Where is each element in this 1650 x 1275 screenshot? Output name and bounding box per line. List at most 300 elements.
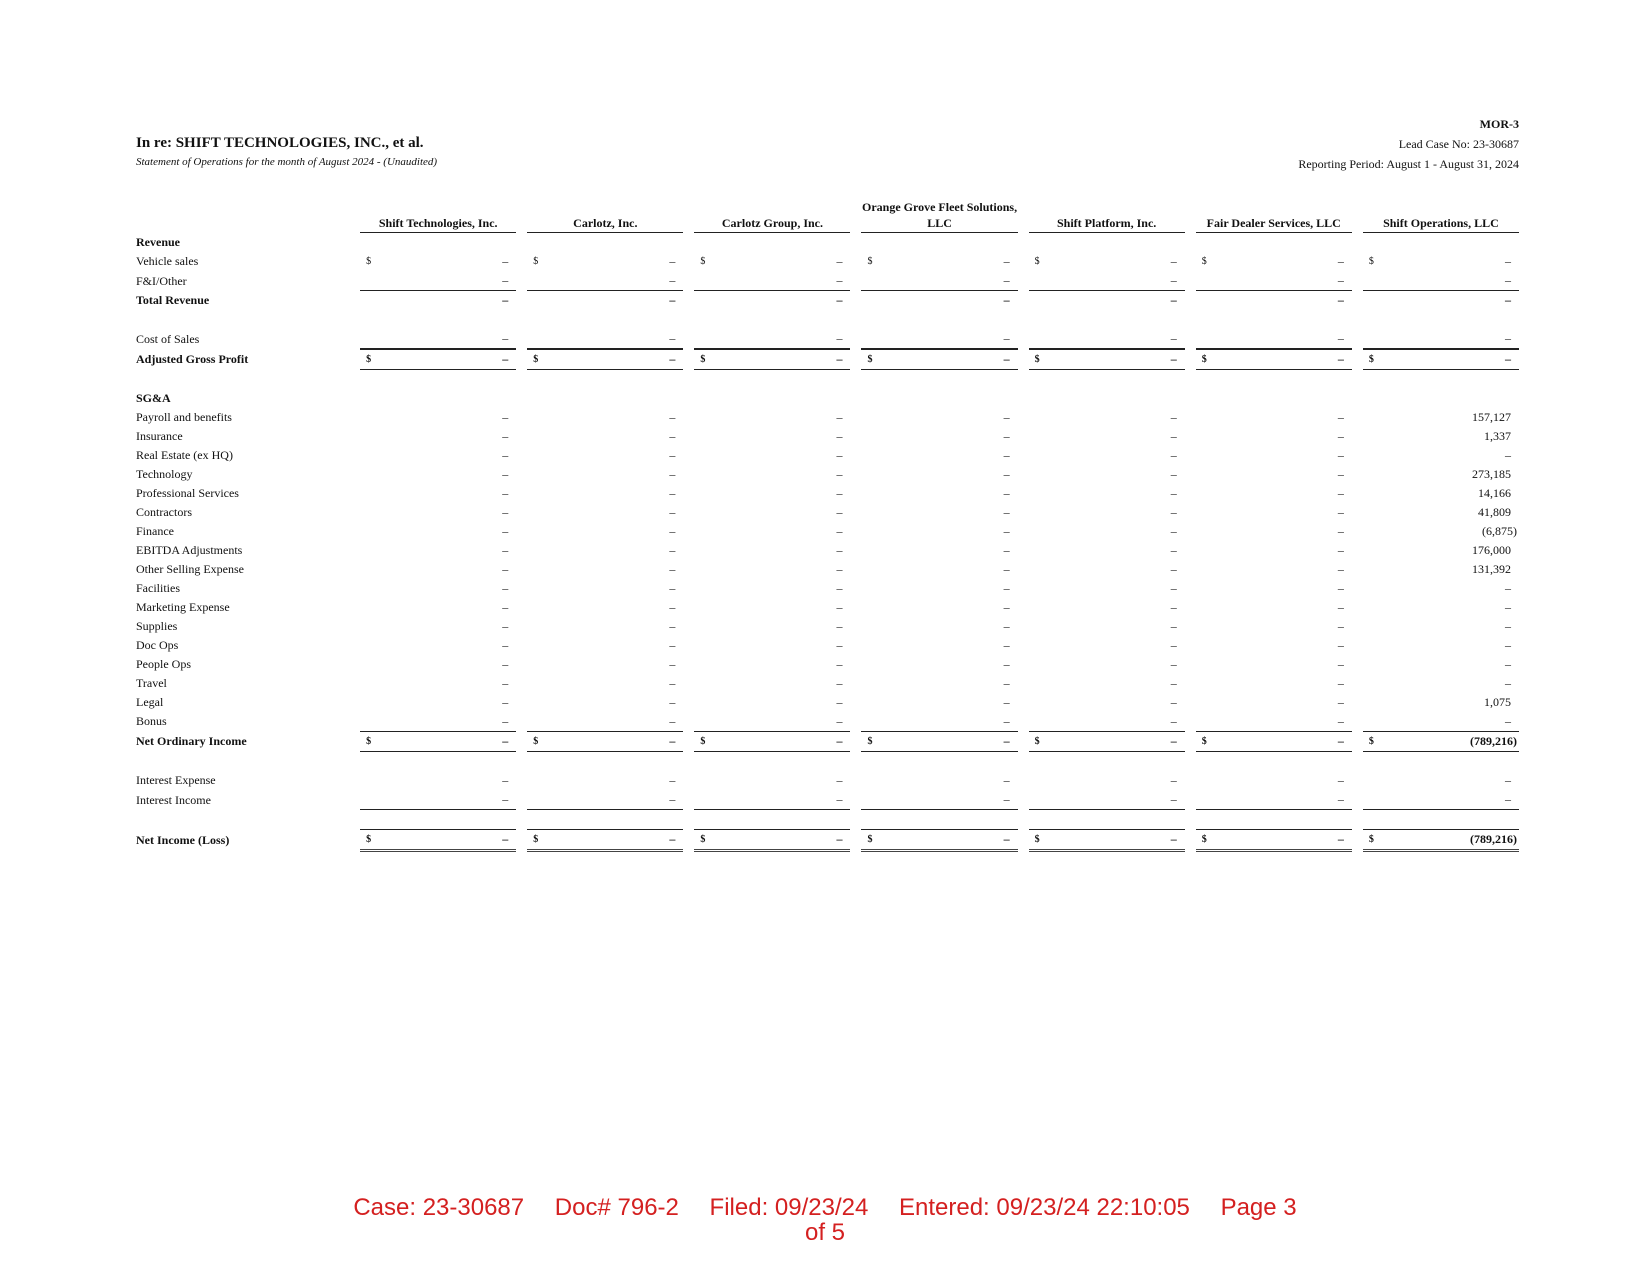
value-cell xyxy=(1029,771,1185,790)
value-cell xyxy=(527,484,683,503)
column-gap xyxy=(516,693,527,712)
column-gap xyxy=(1352,271,1363,291)
column-gap xyxy=(850,598,861,617)
value-cell xyxy=(1363,636,1519,655)
value-cell xyxy=(1029,790,1185,810)
column-gap xyxy=(1185,674,1196,693)
cell-value: – xyxy=(1170,543,1177,557)
cell-value: – xyxy=(1003,676,1010,690)
column-gap xyxy=(683,408,694,427)
value-cell xyxy=(360,560,516,579)
column-gap xyxy=(1018,233,1029,252)
cell-value: – xyxy=(1337,352,1344,366)
column-gap xyxy=(683,829,694,852)
cell-value: – xyxy=(1337,657,1344,671)
total-row xyxy=(136,731,1519,752)
value-cell xyxy=(694,771,850,790)
value-cell xyxy=(360,655,516,674)
cell-value: – xyxy=(1170,581,1177,595)
cell-value: – xyxy=(1003,486,1010,500)
value-cell xyxy=(861,655,1017,674)
value-cell xyxy=(360,771,516,790)
value-cell xyxy=(1196,446,1352,465)
column-gap xyxy=(683,252,694,271)
column-gap xyxy=(1185,693,1196,712)
cell-value: – xyxy=(836,505,843,519)
value-cell xyxy=(1029,271,1185,291)
cell-value: – xyxy=(669,600,676,614)
cell-value: – xyxy=(1170,293,1177,307)
value-cell xyxy=(1196,541,1352,560)
cell-value: – xyxy=(669,734,676,748)
cell-value: – xyxy=(836,524,843,538)
cell-value: – xyxy=(1505,293,1511,307)
cell-value: – xyxy=(836,467,843,481)
cell-value: – xyxy=(836,792,843,806)
column-gap xyxy=(1185,617,1196,636)
value-cell xyxy=(1363,731,1519,752)
column-gap xyxy=(1018,790,1029,810)
column-gap xyxy=(1018,541,1029,560)
line-item-row xyxy=(136,522,1519,541)
cell-value: – xyxy=(502,600,509,614)
column-gap xyxy=(1018,636,1029,655)
spacer-cell xyxy=(136,752,1519,771)
cell-value: – xyxy=(502,695,509,709)
value-cell xyxy=(360,427,516,446)
cell-value: – xyxy=(1337,543,1344,557)
value-cell xyxy=(1029,541,1185,560)
column-gap xyxy=(683,712,694,731)
column-gap xyxy=(850,541,861,560)
value-cell xyxy=(1029,484,1185,503)
cell-value: – xyxy=(1170,448,1177,462)
cell-value: – xyxy=(1003,714,1010,728)
value-cell xyxy=(1029,427,1185,446)
cell-value: – xyxy=(1170,486,1177,500)
row-label: Net Income (Loss) xyxy=(136,833,230,847)
row-label: Technology xyxy=(136,467,193,481)
column-gap xyxy=(1185,598,1196,617)
cell-value: – xyxy=(1003,429,1010,443)
value-cell xyxy=(1196,790,1352,810)
cell-value: – xyxy=(1003,638,1010,652)
column-gap xyxy=(850,693,861,712)
value-cell xyxy=(527,389,683,408)
cell-value: – xyxy=(1505,448,1511,462)
cell-value: – xyxy=(1003,293,1010,307)
column-gap xyxy=(850,655,861,674)
cell-value: – xyxy=(836,581,843,595)
spacer-row xyxy=(136,810,1519,829)
line-item-row xyxy=(136,329,1519,349)
column-gap xyxy=(1352,674,1363,693)
cell-value: – xyxy=(669,254,676,268)
column-gap xyxy=(516,771,527,790)
column-gap xyxy=(683,579,694,598)
column-gap xyxy=(1018,712,1029,731)
line-item-row xyxy=(136,655,1519,674)
value-cell xyxy=(527,829,683,852)
currency-symbol: $ xyxy=(366,834,372,845)
cell-value: – xyxy=(1505,657,1511,671)
value-cell xyxy=(1196,349,1352,370)
column-gap xyxy=(516,271,527,291)
value-cell xyxy=(694,503,850,522)
currency-symbol: $ xyxy=(1368,736,1374,747)
cell-value: – xyxy=(836,331,843,345)
cell-value: – xyxy=(1170,695,1177,709)
row-label: Adjusted Gross Profit xyxy=(136,352,249,366)
cell-value: – xyxy=(1337,486,1344,500)
value-cell xyxy=(1363,829,1519,852)
column-header-row xyxy=(136,197,1519,233)
column-gap xyxy=(1018,771,1029,790)
cell-value: – xyxy=(669,293,676,307)
cell-value: – xyxy=(1003,505,1010,519)
value-cell xyxy=(1029,252,1185,271)
value-cell xyxy=(1029,291,1185,310)
currency-symbol: $ xyxy=(1201,354,1207,365)
value-cell xyxy=(694,829,850,852)
cell-value: – xyxy=(1337,293,1344,307)
column-gap xyxy=(1018,693,1029,712)
value-cell xyxy=(527,291,683,310)
value-cell xyxy=(1196,271,1352,291)
column-gap xyxy=(1018,617,1029,636)
column-gap xyxy=(1352,655,1363,674)
column-gap xyxy=(683,427,694,446)
column-gap xyxy=(850,427,861,446)
cell-value: – xyxy=(502,429,509,443)
value-cell xyxy=(861,731,1017,752)
column-header: Shift Platform, Inc. xyxy=(1029,197,1185,233)
column-gap xyxy=(1018,674,1029,693)
column-gap xyxy=(1352,446,1363,465)
total-row xyxy=(136,349,1519,370)
cell-value: – xyxy=(502,524,509,538)
currency-symbol: $ xyxy=(700,736,706,747)
column-gap xyxy=(850,329,861,349)
column-gap xyxy=(683,291,694,310)
column-gap xyxy=(1018,389,1029,408)
cell-value: 176,000 xyxy=(1472,543,1511,557)
cell-value: – xyxy=(669,273,676,287)
cell-value: – xyxy=(1170,254,1177,268)
column-gap xyxy=(683,655,694,674)
row-label: Total Revenue xyxy=(136,293,210,307)
value-cell xyxy=(1196,560,1352,579)
value-cell xyxy=(360,271,516,291)
column-gap xyxy=(516,233,527,252)
currency-symbol: $ xyxy=(1368,834,1374,845)
currency-symbol: $ xyxy=(1034,256,1040,267)
column-gap xyxy=(683,693,694,712)
column-gap xyxy=(1185,655,1196,674)
cell-value: – xyxy=(669,410,676,424)
cell-value: – xyxy=(1003,352,1010,366)
value-cell xyxy=(1196,829,1352,852)
cell-value: – xyxy=(836,600,843,614)
value-cell xyxy=(1363,541,1519,560)
column-gap xyxy=(683,197,694,233)
cell-value: – xyxy=(502,657,509,671)
column-gap xyxy=(683,636,694,655)
column-gap xyxy=(850,712,861,731)
value-cell xyxy=(1196,408,1352,427)
column-gap xyxy=(1018,291,1029,310)
cell-value: – xyxy=(1003,410,1010,424)
column-header: Shift Operations, LLC xyxy=(1363,197,1519,233)
value-cell xyxy=(1196,771,1352,790)
column-gap xyxy=(516,598,527,617)
cell-value: – xyxy=(1003,254,1010,268)
currency-symbol: $ xyxy=(533,256,539,267)
cell-value: – xyxy=(1337,448,1344,462)
column-header: Orange Grove Fleet Solutions, LLC xyxy=(861,197,1017,233)
column-gap xyxy=(1352,484,1363,503)
value-cell xyxy=(360,446,516,465)
value-cell xyxy=(694,389,850,408)
cell-value: – xyxy=(1337,695,1344,709)
cell-value: – xyxy=(669,581,676,595)
reporting-period: Reporting Period: August 1 - August 31, 2024 xyxy=(1298,157,1519,171)
line-item-row xyxy=(136,771,1519,790)
cell-value: – xyxy=(669,714,676,728)
line-item-row xyxy=(136,712,1519,731)
value-cell xyxy=(1196,329,1352,349)
cell-value: – xyxy=(1170,676,1177,690)
value-cell xyxy=(861,349,1017,370)
value-cell xyxy=(694,252,850,271)
column-gap xyxy=(850,252,861,271)
value-cell xyxy=(1363,252,1519,271)
cell-value: – xyxy=(1337,467,1344,481)
value-cell xyxy=(1363,291,1519,310)
value-cell xyxy=(1196,522,1352,541)
value-cell xyxy=(1196,693,1352,712)
value-cell xyxy=(694,329,850,349)
cell-value: – xyxy=(1003,467,1010,481)
value-cell xyxy=(1029,560,1185,579)
column-gap xyxy=(516,484,527,503)
value-cell xyxy=(360,329,516,349)
column-gap xyxy=(683,271,694,291)
column-gap xyxy=(1352,579,1363,598)
column-gap xyxy=(850,503,861,522)
value-cell xyxy=(527,790,683,810)
column-gap xyxy=(1185,233,1196,252)
value-cell xyxy=(861,291,1017,310)
row-label: SG&A xyxy=(136,391,171,405)
cell-value: – xyxy=(836,714,843,728)
currency-symbol: $ xyxy=(867,834,873,845)
value-cell xyxy=(694,408,850,427)
value-cell xyxy=(527,731,683,752)
cell-value: – xyxy=(1337,832,1344,846)
column-gap xyxy=(1352,617,1363,636)
cell-value: – xyxy=(502,543,509,557)
currency-symbol: $ xyxy=(533,834,539,845)
row-label: F&I/Other xyxy=(136,273,187,288)
cell-value: – xyxy=(836,638,843,652)
cell-value: – xyxy=(836,254,843,268)
cell-value: – xyxy=(1003,581,1010,595)
value-cell xyxy=(1029,465,1185,484)
value-cell xyxy=(1029,598,1185,617)
column-gap xyxy=(1185,349,1196,370)
cell-value: – xyxy=(836,486,843,500)
column-gap xyxy=(516,579,527,598)
cell-value: – xyxy=(1337,331,1344,345)
value-cell xyxy=(360,693,516,712)
column-gap xyxy=(1352,693,1363,712)
value-cell xyxy=(1196,712,1352,731)
value-cell xyxy=(1196,503,1352,522)
cell-value: – xyxy=(1337,638,1344,652)
cell-value: – xyxy=(1505,676,1511,690)
column-gap xyxy=(1352,829,1363,852)
column-header: Carlotz Group, Inc. xyxy=(694,197,850,233)
cell-value: – xyxy=(669,486,676,500)
cell-value: – xyxy=(1505,619,1511,633)
value-cell xyxy=(861,446,1017,465)
column-gap xyxy=(516,329,527,349)
value-cell xyxy=(1029,329,1185,349)
column-gap xyxy=(683,329,694,349)
column-gap xyxy=(683,484,694,503)
column-gap xyxy=(1185,636,1196,655)
column-gap xyxy=(516,408,527,427)
value-cell xyxy=(1196,484,1352,503)
value-cell xyxy=(861,617,1017,636)
row-label: EBITDA Adjustments xyxy=(136,543,243,557)
stamp-case: Case: 23-30687 xyxy=(353,1194,525,1221)
cell-value: – xyxy=(669,638,676,652)
row-label: Bonus xyxy=(136,714,167,728)
value-cell xyxy=(527,408,683,427)
column-gap xyxy=(683,349,694,370)
cell-value: – xyxy=(669,695,676,709)
value-cell xyxy=(861,693,1017,712)
column-gap xyxy=(1352,503,1363,522)
cell-value: – xyxy=(1003,734,1010,748)
row-label: Interest Income xyxy=(136,792,211,807)
cell-value: – xyxy=(502,638,509,652)
cell-value: – xyxy=(836,773,843,787)
row-label: Contractors xyxy=(136,505,192,519)
column-gap xyxy=(516,389,527,408)
cell-value: – xyxy=(1337,524,1344,538)
spacer-cell xyxy=(136,310,1519,329)
row-label: Net Ordinary Income xyxy=(136,734,247,748)
row-label: Travel xyxy=(136,676,167,690)
currency-symbol: $ xyxy=(700,354,706,365)
column-gap xyxy=(683,233,694,252)
row-label: Facilities xyxy=(136,581,180,595)
column-gap xyxy=(1185,790,1196,810)
line-item-row xyxy=(136,598,1519,617)
column-gap xyxy=(850,446,861,465)
form-id: MOR-3 xyxy=(1479,117,1519,131)
value-cell xyxy=(527,503,683,522)
currency-symbol: $ xyxy=(1034,354,1040,365)
cell-value: – xyxy=(502,676,509,690)
cell-value: – xyxy=(502,734,509,748)
value-cell xyxy=(861,465,1017,484)
total-row xyxy=(136,291,1519,310)
cell-value: – xyxy=(1505,638,1511,652)
cell-value: – xyxy=(1337,581,1344,595)
value-cell xyxy=(1029,731,1185,752)
cell-value: – xyxy=(1170,832,1177,846)
column-gap xyxy=(516,427,527,446)
stamp-page-of: of 5 xyxy=(804,1219,846,1246)
value-cell xyxy=(360,636,516,655)
currency-symbol: $ xyxy=(1201,736,1207,747)
cell-value: – xyxy=(1170,273,1177,287)
value-cell xyxy=(1363,522,1519,541)
currency-symbol: $ xyxy=(533,736,539,747)
value-cell xyxy=(861,541,1017,560)
column-gap xyxy=(850,291,861,310)
line-item-row xyxy=(136,790,1519,810)
cell-value: – xyxy=(836,543,843,557)
column-gap xyxy=(1352,712,1363,731)
value-cell xyxy=(1363,329,1519,349)
cell-value: – xyxy=(669,619,676,633)
column-gap xyxy=(1352,790,1363,810)
cell-value: – xyxy=(502,832,509,846)
currency-symbol: $ xyxy=(533,354,539,365)
cell-value: – xyxy=(1337,619,1344,633)
value-cell xyxy=(360,522,516,541)
column-gap xyxy=(516,636,527,655)
cell-value: – xyxy=(1337,273,1344,287)
currency-symbol: $ xyxy=(366,354,372,365)
column-gap xyxy=(516,655,527,674)
cell-value: – xyxy=(836,832,843,846)
row-label: Revenue xyxy=(136,235,180,249)
value-cell xyxy=(1029,617,1185,636)
cell-value: – xyxy=(1170,505,1177,519)
value-cell xyxy=(861,790,1017,810)
value-cell xyxy=(360,617,516,636)
value-cell xyxy=(360,790,516,810)
value-cell xyxy=(527,693,683,712)
column-gap xyxy=(683,465,694,484)
column-gap xyxy=(516,465,527,484)
column-gap xyxy=(1018,731,1029,752)
value-cell xyxy=(360,598,516,617)
cell-value: – xyxy=(669,676,676,690)
value-cell xyxy=(527,252,683,271)
column-gap xyxy=(1185,560,1196,579)
value-cell xyxy=(1363,712,1519,731)
column-gap xyxy=(1185,579,1196,598)
column-gap xyxy=(683,389,694,408)
currency-symbol: $ xyxy=(867,354,873,365)
value-cell xyxy=(1196,389,1352,408)
value-cell xyxy=(1196,291,1352,310)
column-gap xyxy=(850,465,861,484)
value-cell xyxy=(694,598,850,617)
value-cell xyxy=(1363,693,1519,712)
row-label: Doc Ops xyxy=(136,638,179,652)
value-cell xyxy=(1363,271,1519,291)
column-gap xyxy=(1352,252,1363,271)
column-gap xyxy=(1185,408,1196,427)
